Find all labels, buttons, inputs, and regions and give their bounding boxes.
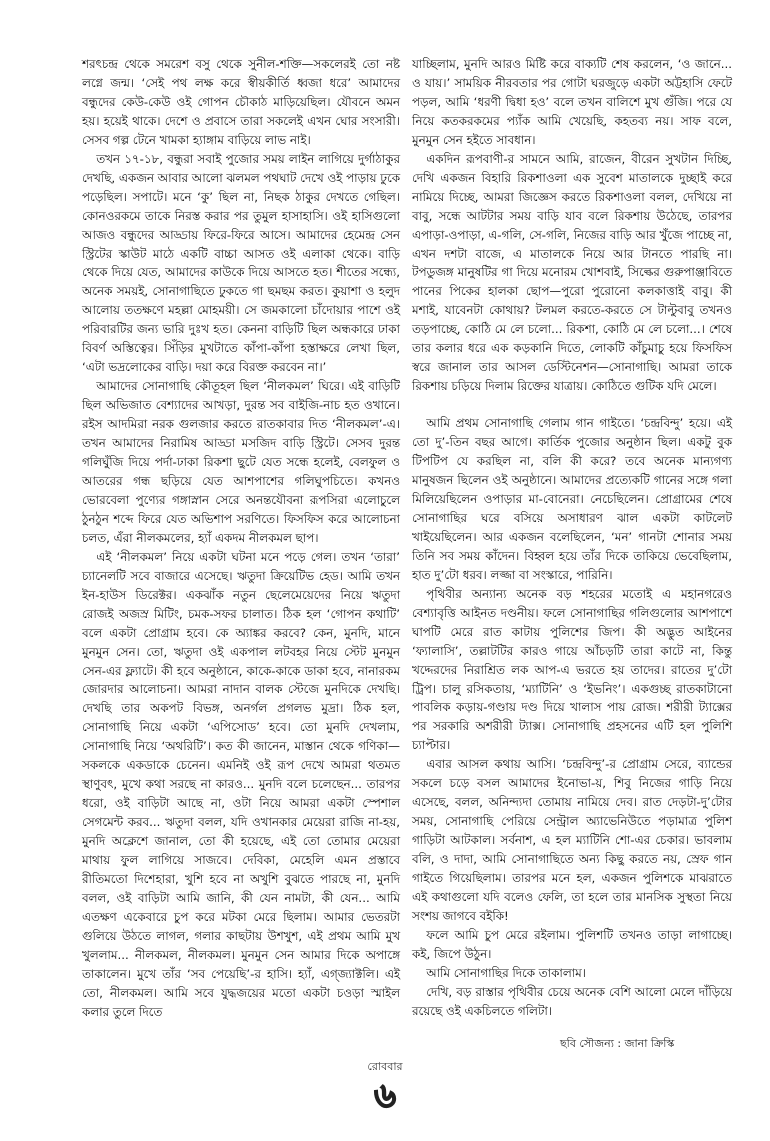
- page-footer: [0, 1058, 770, 1115]
- paragraph: একদিন রূপবাণী-র সামনে আমি, রাজেন, বীরেন সুখটান দিচ্ছি, দেখি একজন বিহারি রিকশাওলা এক সুবেশ মাতালকে দুচ্ছাই করে নামিয়ে দিচ্ছে, আমরা জিজ্ঞেস করতে রিকশাওলা বলল, দেখিয়ে না বাবু, সন্ধে আটটার সময় বাড়ি যাব বলে রিকশায় উঠেছে, তারপর এপাড়া-ওপাড়া, এ-গলি, সে-গলি, নিজের বাড়ি আর খুঁজে পাচ্ছে না, এখন দশটা বাজে, এ মাতালকে নিয়ে আর টানতে পারছি না। টপডুজঙ্গ মানুষটির গা দিয়ে মনোরম খোশবাই, সিল্কের গুরুপাঞ্জাবিতে পানের পিকের হালকা ছোপ—পুরো পুরোনো কলকাত্তাই বাবু। কী মশাই, যাবেনটা কোথায়? টলমল করতে-করতে সে টাল্টুবাবু তখনও তড়পাচ্ছে, কোঠি মে লে চলো... রিকশা, কোঠি মে লে চলো...। শেষে তার কলার ধরে এক কড়কানি দিতে, লোকটি কাঁচুমাচু হয়ে ফিসফিস স্বরে জানাল তার আসল ডেস্টিনেশন—সোনাগাছি। আমরা তাকে রিকশায় চড়িয়ে দিলাম রিক্তের যাত্রায়। কোঠিতে গুটিক যদি মেলে।: [412, 151, 732, 394]
- right-column: [412, 55, 732, 1021]
- paragraph: ফলে আমি চুপ মেরে রইলাম। পুলিশটি তখনও তাড়া লাগাচ্ছে। কই, জিপে উঠুন।: [412, 927, 732, 961]
- paragraph: এবার আসল কথায় আসি। ‘চন্দ্রবিন্দু’-র প্রোগ্রাম সেরে, ব্যান্ডের সকলে চড়ে বসল আমাদের ইনোভা-য়, শিবু নিজের গাড়ি নিয়ে এসেছে, বলল, অনিন্দ্যদা তোমায় নামিয়ে দেব। রাত দেড়টা-দু’টোর সময়, সোনাগাছি পেরিয়ে সেন্ট্রাল অ্যাভেনিউতে পড়ামাত্র পুলিশ গাড়িটা আটকাল। সর্বনাশ, এ হল ম্যাটিনি শো-এর চেকার। ভাবলাম বলি, ও দাদা, আমি সোনাগাছিতে অন্য কিছু করতে নয়, স্রেফ গান গাইতে গিয়েছিলাম। তারপর মনে হল, একজন পুলিশকে মাঝরাতে এই কথাগুলো যদি বলেও ফেলি, তা হলে তার মানসিক সুস্থতা নিয়ে সংশয় জাগবে বইকি!: [412, 757, 732, 923]
- paragraph: দেখি, বড় রাস্তার পৃথিবীর চেয়ে অনেক বেশি আলো মেলে দাঁড়িয়ে রয়েছে ওই একচিলতে গলিটা।: [412, 984, 732, 1018]
- magazine-name: রোববার: [367, 1060, 403, 1073]
- page-number: ৬: [373, 1076, 397, 1116]
- paragraph: পৃথিবীর অন্যান্য অনেক বড় শহরের মতোই এ মহানগরেও বেশ্যাবৃত্তি আইনত দণ্ডনীয়। ফলে সোনাগাছির গলিগুলোর আশপাশে ঘাপটি মেরে রাত কাটায় পুলিশের জিপ। কী অদ্ভুত আইনের ‘ফ্যালাসি’, তল্লাটটির কারও গায়ে আঁচড়টি তারা কাটে না, কিন্তু খদ্দেরদের নিরাশ্রিত লক আপ-এ ভরতে হয় তাদের। রাতের দু’টো ট্রিপ। চালু রসিকতায়, ‘ম্যাটিনি’ ও ‘ইভনিং’। একগুচ্ছ রাতকাটানো পাবলিক কড়ায়-গণ্ডায় দণ্ড দিয়ে খালাস পায় রোজ। শরীরী ট্যাক্সের পর সরকারি অশরীরী ট্যাক্স। সোনাগাছি প্রহসনের এটি হল পুলিশি চ্যাপ্টার।: [412, 586, 732, 753]
- paragraph: শরৎচন্দ্র থেকে সমরেশ বসু থেকে সুনীল-শক্তি—সকলেরই তো নষ্ট লগ্নে জন্ম। ‘সেই পথ লক্ষ করে স্বীয়কীর্তি ধ্বজা ধরে’ আমাদের বন্ধুদের কেউ-কেউ ওই গোপন চৌকাঠ মাড়িয়েছিল। যৌবনে অমন হয়। হয়েই থাকে। দেশে ও প্রবাসে তারা সকলেই এখন ঘোর সংসারী। সেসব গল্প টেনে খামকা হ্যাঙ্গাম বাড়িয়ে লাভ নাই।: [82, 57, 400, 147]
- photo-credit: ছবি সৌজন্য : জানা ক্রিস্কি: [560, 1037, 675, 1050]
- paragraph: আমি প্রথম সোনাগাছি গেলাম গান গাইতে। ‘চন্দ্রবিন্দু’ হয়ে। এই তো দু’-তিন বছর আগে। কার্তিক পুজোর অনুষ্ঠান ছিল। একটু বুক টিপটিপ যে করছিল না, বলি কী করে? তবে অনেক মান্যগণ্য মানুষজন ছিলেন ওই অনুষ্ঠানে। আমাদের প্রত্যেকটি গানের সঙ্গে গলা মিলিয়েছিলেন ওপাড়ার মা-বোনেরা। নেচেছিলেন। প্রোগ্রামের শেষে সোনাগাছির ঘরে বসিয়ে অসাধারণ ঝাল একটা কাটলেট খাইয়েছিলেন। আর একজন বলেছিলেন, ‘মন’ গানটা শোনার সময় তিনি সব সময় কাঁদেন। বিহ্বল হয়ে তাঁর দিকে তাকিয়ে ভেবেছিলাম, হাত দু’টো ধরব। লজ্জা বা সংস্কারে, পারিনি।: [412, 416, 732, 582]
- section-break: [412, 396, 732, 414]
- left-column: [82, 55, 400, 1022]
- paragraph: এই ‘নীলকমল’ নিয়ে একটা ঘটনা মনে পড়ে গেল। তখন ‘তারা’ চ্যানেলটি সবে বাজারে এসেছে। ঋতুদা ক্রিয়েটিভ হেড। আমি তখন ইন-হাউস ডিরেক্টর। একঝাঁক নতুন ছেলেমেয়েদের নিয়ে ঋতুদা রোজই অজস্র মিটিং, চমক-সফর চালাত। ঠিক হল ‘গোপন কথাটি’ বলে একটা প্রোগ্রাম হবে। কে অ্যাঙ্কর করবে? কেন, মুনদি, মানে মুনমুন সেন। তো, ঋতুদা ওই একপাল লটবহর নিয়ে স্টেট মুনমুন সেন-এর ফ্ল্যাটে। কী হবে অনুষ্ঠানে, কাকে-কাকে ডাকা হবে, নানারকম জোরদার আলোচনা। আমরা নাদান বালক স্টেজে মুনদিকে দেখছি। দেখছি তার অকপট বিভঙ্গ, অনর্গল প্রগলভ মুদ্রা। ঠিক হল, সোনাগাছি নিয়ে একটা ‘এপিসোড’ হবে। তো মুনদি দেখলাম, সোনাগাছি নিয়ে ‘অথরিটি’। কত কী জানেন, মাস্তান থেকে গণিকা—সকলকে একডাকে চেনেন। এমনিই ওই রূপ দেখে আমরা থতমত স্থাণুবৎ, মুখে কথা সরছে না কারও... মুনদি বলে চলেছেন... তারপর ধরো, ওই বাড়িটা আছে না, ওটা নিয়ে আমরা একটা স্পেশাল সেগমেন্ট করব... ঋতুদা বলল, যদি ওখানকার মেয়েরা রাজি না-হয়, মুনদি অক্লেশে জানাল, তো কী হয়েছে, এই তো তোমার মেয়েরা মাথায় ফুল লাগিয়ে সাজবে। দেবিকা, মেহেলি এমন প্রস্তাবে রীতিমতো দিশেহারা, খুশি হবে না অখুশি বুঝতে পারছে না, মুনদি বলল, ওই বাড়িটা আমি জানি, কী যেন নামটা, কী যেন... আমি এতক্ষণ একেবারে চুপ করে মটকা মেরে ছিলাম। আমার ভেতরটা গুলিয়ে উঠতে লাগল, গলার কাছটায় উশখুশ, এই প্রথম আমি মুখ খুললাম... নীলকমল, নীলকমল। মুনমুন সেন আমার দিকে অপাঙ্গে তাকালেন। মুখে তাঁর ‘সব পেয়েছি’-র হাসি। হ্যাঁ, এগ্‌জ্যাক্টলি। এই তো, নীলকমল। আমি সবে যুদ্ধজয়ের মতো একটা চওড়া স্মাইল কলার তুলে দিতে: [82, 549, 400, 1019]
- paragraph: আমাদের সোনাগাছি কৌতূহল ছিল ‘নীলকমল’ ঘিরে। এই বাড়িটি ছিল অভিজাত বেশ্যাদের আখড়া, দুরন্ত সব বাইজি-নাচ হত ওখানে। রইস আদমিরা নরক গুলজার করতে রাতকাবার দিত ‘নীলকমল’-এ। তখন আমাদের নিরামিষ আড্ডা মসজিদ বাড়ি স্ট্রিটে। সেসব দুরন্ত গলিঘুঁজি দিয়ে পর্দা-ঢাকা রিকশা ছুটে যেত সন্ধে হলেই, বেলফুল ও আতরের গন্ধ ছড়িয়ে যেত আশপাশের গলিঘুপচিতে। কখনও ভোরবেলা পুণ্যের গঙ্গাস্নান সেরে অনন্তযৌবনা রূপসিরা এলোচুলে ঠুনঠুন শব্দে ফিরে যেত অভিশাপ সরণিতে। ফিসফিস করে আলোচনা চলত, এঁরা নীলকমলের, হ্যাঁ একদম নীলকমল ছাপ।: [82, 379, 400, 545]
- paragraph: তখন ১৭-১৮, বন্ধুরা সবাই পুজোর সময় লাইন লাগিয়ে দুর্গাঠাকুর দেখছি, একজন আবার আলো ঝলমল পথঘাট দেখে ওই পাড়ায় ঢুকে পড়েছিল। সপাটে। মনে ‘কু’ ছিল না, নিছক ঠাকুর দেখতে গেছিল। কোনওরকমে তাকে নিরস্ত করার পর তুমুল হাসাহাসি। ওই হাসিগুলো আজও বন্ধুদের আড্ডায় ফিরে-ফিরে আসে। আমাদের হেমেন্দ্র সেন স্ট্রিটের স্কাউট মাঠে একটি বাচ্চা আসত ওই এলাকা থেকে। বাড়ি থেকে দিয়ে যেত, আমাদের কাউকে দিয়ে আসতে হত। শীতের সন্ধ্যে, অনেক সময়ই, সোনাগাছিতে ঢুকতে গা ছমছম করত। কুয়াশা ও হলুদ আলোয় ততক্ষণে মহল্লা মোহময়ী। সে জমকালো চাঁদোয়ার পাশে ওই পরিবারটির জন্য ভারি দুঃখ হত। কেননা বাড়িটি ছিল অন্ধকারে ঢাকা বিবর্ণ অস্তিত্বের। সিঁড়ির মুখটাতে কাঁপা-কাঁপা হস্তাক্ষরে লেখা ছিল, ‘এটা ভদ্রলোকের বাড়ি। দয়া করে বিরক্ত করবেন না।’: [82, 151, 400, 375]
- paragraph: যাচ্ছিলাম, মুনদি আরও মিষ্টি করে বাক্যটি শেষ করলেন, ‘ও জানে... ও যায়।’ সাময়িক নীরবতার পর গোটা ঘরজুড়ে একটা অট্টহাসি ফেটে পড়ল, আমি ‘ধরণী দ্বিধা হও’ বলে তখন বালিশে মুখ গুঁজি। পরে যে নিয়ে কতকরকমের প্যাঁক আমি খেয়েছি, কহতব্য নয়। সাফ বলে, মুনমুন সেন হইতে সাবধান।: [412, 57, 732, 147]
- paragraph: আমি সোনাগাছির দিকে তাকালাম।: [426, 965, 586, 980]
